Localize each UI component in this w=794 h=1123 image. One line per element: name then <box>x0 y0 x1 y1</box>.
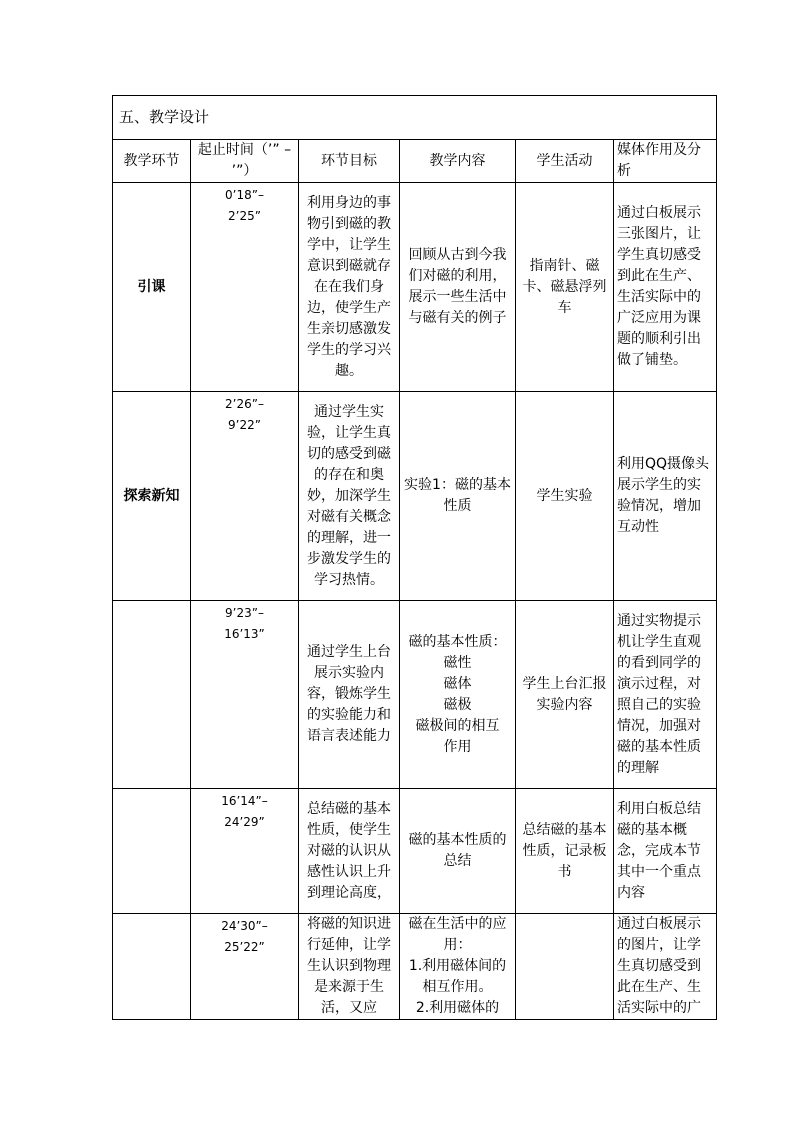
media-cell: 通过白板展示三张图片，让学生真切感受到此在生产、生活实际中的广泛应用为课题的顺利引出做了铺垫。 <box>614 183 717 392</box>
goal-cell: 利用身边的事物引到磁的教学中，让学生意识到磁就存在在我们身边，使学生产生亲切感激发学生的学习兴趣。 <box>299 183 400 392</box>
activity-cell: 学生上台汇报实验内容 <box>516 601 614 789</box>
table-row <box>113 601 717 789</box>
section-title: 五、教学设计 <box>113 96 717 140</box>
media-cell: 通过实物提示机让学生直观的看到同学的演示过程，对照自己的实验情况，加强对磁的基本性质的理解 <box>614 601 717 789</box>
time-cell <box>191 183 299 392</box>
time-cell <box>191 392 299 601</box>
time-end: 2’25” <box>228 209 261 223</box>
content-cell: 实验1：磁的基本性质 <box>400 392 516 601</box>
media-cell: 通过白板展示的图片，让学生真切感受到此在生产、生活实际中的广 <box>614 914 717 1020</box>
time-start: 24’30”– <box>221 919 268 933</box>
content-cell: 磁的基本性质的总结 <box>400 789 516 914</box>
content-line: 1.利用磁体间的相互作用。 <box>408 958 507 995</box>
teaching-design-table <box>112 95 717 1020</box>
content-line: 磁体 <box>443 675 472 692</box>
header-goal: 环节目标 <box>299 140 400 183</box>
content-line: 作用 <box>443 738 472 755</box>
time-start: 0’18”– <box>225 188 264 202</box>
table-header-row <box>113 140 717 183</box>
time-start: 2’26”– <box>225 397 264 411</box>
activity-cell: 学生实验 <box>516 392 614 601</box>
goal-cell: 总结磁的基本性质，使学生对磁的认识从感性认识上升到理论高度， <box>299 789 400 914</box>
activity-cell: 总结磁的基本性质，记录板书 <box>516 789 614 914</box>
activity-cell <box>516 914 614 1020</box>
header-stage: 教学环节 <box>113 140 191 183</box>
table-row <box>113 183 717 392</box>
media-cell: 利用白板总结磁的基本概念，完成本节其中一个重点内容 <box>614 789 717 914</box>
time-cell <box>191 789 299 914</box>
time-start: 9’23”– <box>225 606 264 620</box>
content-cell <box>400 601 516 789</box>
content-line: 磁极 <box>443 696 472 713</box>
content-line: 磁在生活中的应用： <box>408 916 507 953</box>
table-row <box>113 789 717 914</box>
content-line: 磁的基本性质： <box>408 633 507 650</box>
time-cell <box>191 601 299 789</box>
goal-cell: 通过学生实验，让学生真切的感受到磁的存在和奥妙，加深学生对磁有关概念的理解，进一步激发学生的学习热情。 <box>299 392 400 601</box>
header-time: 起止时间（’” – ’”） <box>191 140 299 183</box>
stage-cell: 探索新知 <box>113 392 191 601</box>
table-row <box>113 914 717 1020</box>
time-start: 16’14”– <box>221 794 268 808</box>
stage-cell <box>113 601 191 789</box>
stage-cell <box>113 914 191 1020</box>
header-activity: 学生活动 <box>516 140 614 183</box>
goal-cell: 通过学生上台展示实验内容，锻炼学生的实验能力和语言表述能力 <box>299 601 400 789</box>
time-end: 9’22” <box>228 418 261 432</box>
time-end: 16’13” <box>224 627 265 641</box>
header-content: 教学内容 <box>400 140 516 183</box>
content-line: 磁极间的相互 <box>415 717 500 734</box>
time-end: 25’22” <box>224 940 265 954</box>
header-media: 媒体作用及分析 <box>614 140 717 183</box>
content-line: 磁性 <box>443 654 472 671</box>
activity-cell: 指南针、磁卡、磁悬浮列车 <box>516 183 614 392</box>
content-cell: 回顾从古到今我们对磁的利用，展示一些生活中与磁有关的例子 <box>400 183 516 392</box>
stage-cell: 引课 <box>113 183 191 392</box>
content-cell <box>400 914 516 1020</box>
stage-cell <box>113 789 191 914</box>
content-line: 2.利用磁体的 <box>415 1000 500 1016</box>
goal-cell: 将磁的知识进行延伸，让学生认识到物理是来源于生活，又应 <box>299 914 400 1020</box>
media-cell: 利用QQ摄像头展示学生的实验情况，增加互动性 <box>614 392 717 601</box>
time-cell <box>191 914 299 1020</box>
time-end: 24’29” <box>224 815 265 829</box>
table-row <box>113 392 717 601</box>
